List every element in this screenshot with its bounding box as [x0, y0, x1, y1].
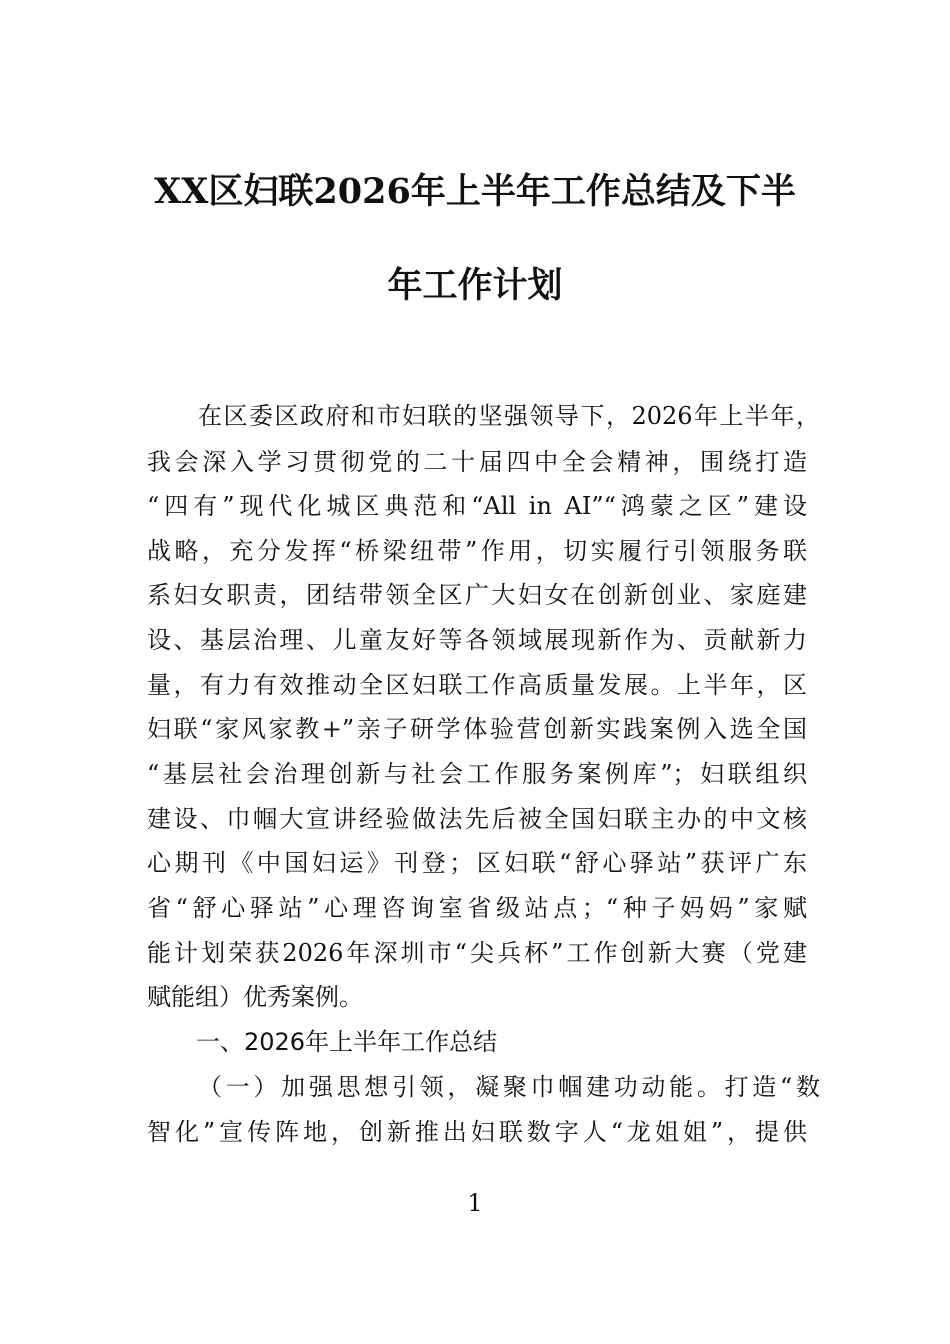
body-paragraph-line: 我会深入学习贯彻党的二十届四中全会精神，围绕打造: [147, 448, 807, 476]
body-paragraph-line: 赋能组）优秀案例。: [147, 983, 363, 1011]
body-paragraph-line: 系妇女职责，团结带领全区广大妇女在创新创业、家庭建: [147, 581, 807, 609]
body-paragraph-line: “基层社会治理创新与社会工作服务案例库”；妇联组织: [147, 760, 807, 788]
body-paragraph-line: 能计划荣获2026年深圳市“尖兵杯”工作创新大赛（党建: [147, 939, 807, 967]
document-title-line-2: 年工作计划: [387, 265, 563, 306]
page-number: 1: [467, 1189, 483, 1217]
body-paragraph-line: 量，有力有效推动全区妇联工作高质量发展。上半年，区: [147, 671, 807, 699]
subsection-paragraph-line: （一）加强思想引领，凝聚巾帼建功动能。打造“数: [198, 1073, 820, 1101]
body-paragraph-line: 在区委区政府和市妇联的坚强领导下，2026年上半年，: [198, 402, 820, 430]
document-title-line-1: XX区妇联2026年上半年工作总结及下半: [154, 171, 796, 212]
body-paragraph-line: 心期刊《中国妇运》刊登；区妇联“舒心驿站”获评广东: [147, 849, 807, 877]
body-paragraph-line: 战略，充分发挥“桥梁纽带”作用，切实履行引领服务联: [147, 537, 807, 565]
body-paragraph-line: “四有”现代化城区典范和“All in AI”“鸿蒙之区”建设: [147, 492, 807, 520]
body-paragraph-line: 妇联“家风家教+”亲子研学体验营创新实践案例入选全国: [147, 715, 807, 743]
subsection-paragraph-line: 智化”宣传阵地，创新推出妇联数字人“龙姐姐”，提供: [147, 1118, 807, 1146]
body-paragraph-line: 设、基层治理、儿童友好等各领域展现新作为、贡献新力: [147, 626, 807, 654]
section-heading: 一、2026年上半年工作总结: [196, 1028, 498, 1056]
body-paragraph-line: 建设、巾帼大宣讲经验做法先后被全国妇联主办的中文核: [147, 805, 807, 833]
body-paragraph-line: 省“舒心驿站”心理咨询室省级站点；“种子妈妈”家赋: [147, 894, 807, 922]
